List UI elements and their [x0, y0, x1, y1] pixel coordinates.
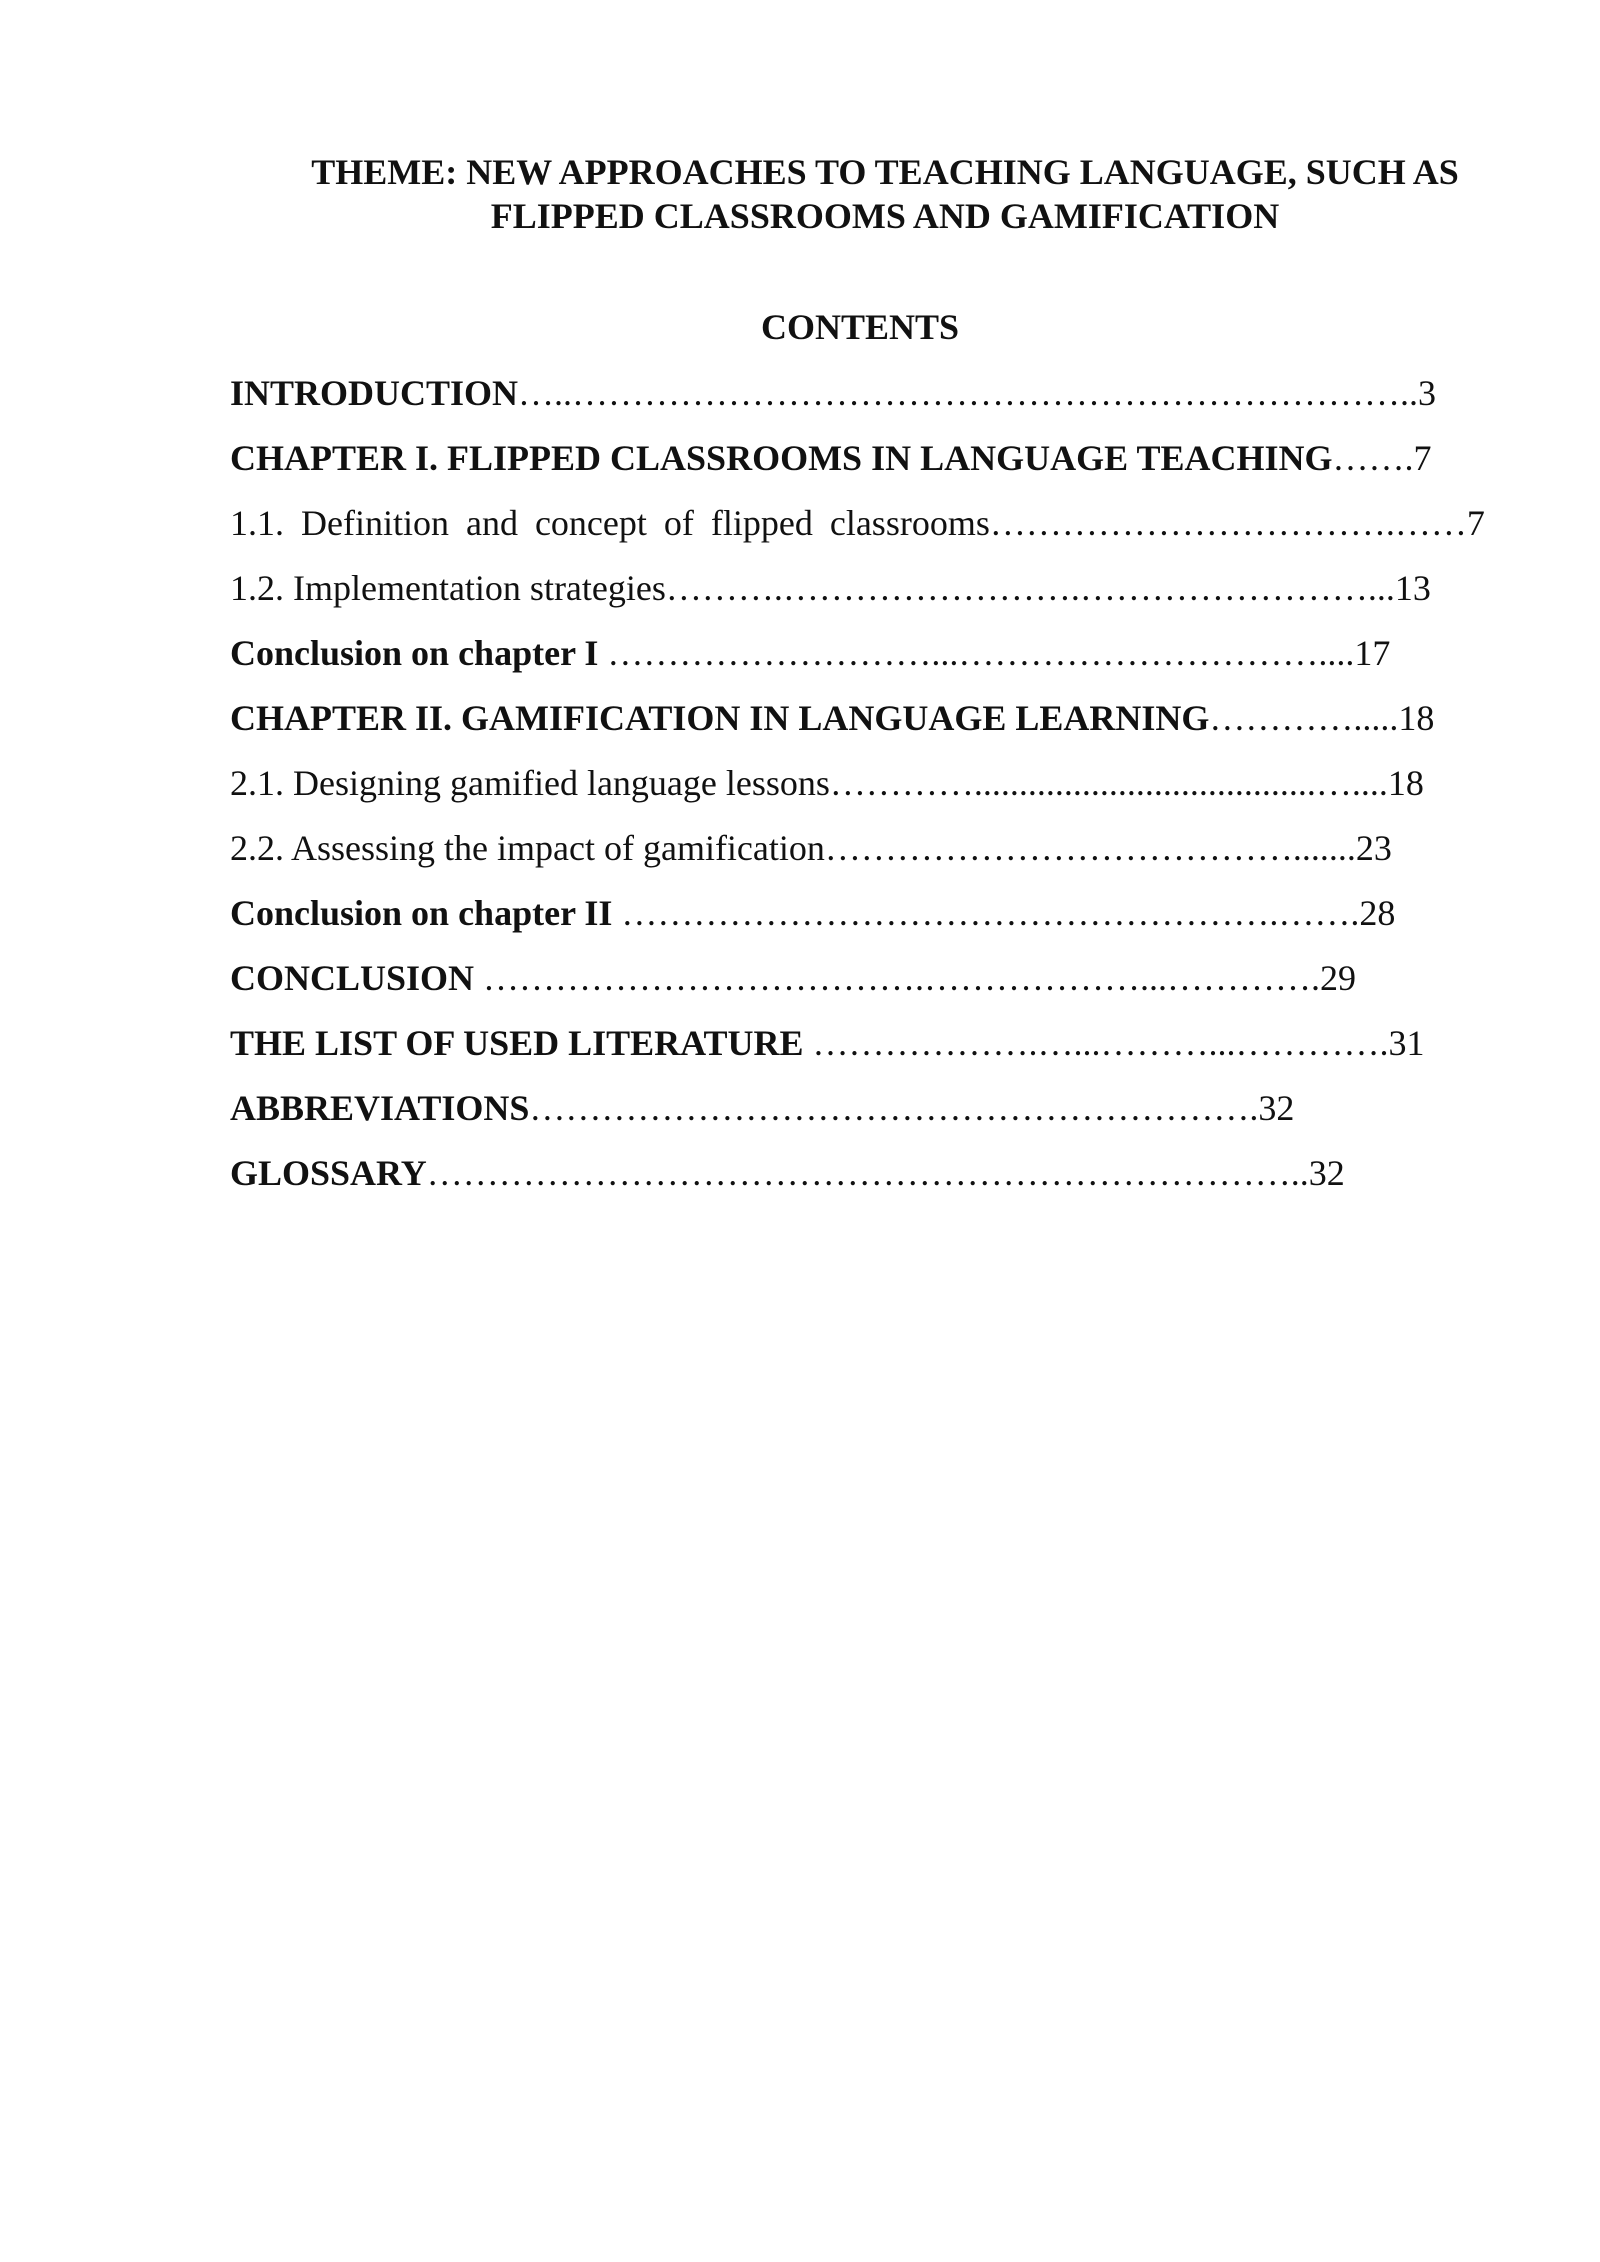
- toc-item-page: 23: [1355, 828, 1392, 868]
- toc-item-leader: …..……………………………………………………………..: [518, 373, 1419, 413]
- toc-item-leader: ………………………………………………………………..: [426, 1153, 1309, 1193]
- contents-heading: CONTENTS: [760, 307, 960, 347]
- toc-item-conclusion-chapter-1: [230, 630, 1390, 676]
- toc-item-title: INTRODUCTION: [230, 373, 519, 413]
- toc-item-page: 31: [1388, 1023, 1425, 1063]
- toc-item-page: 7: [1466, 503, 1485, 543]
- toc-item-page: 3: [1418, 373, 1437, 413]
- toc-item-introduction: [230, 370, 1436, 416]
- toc-item-page: 32: [1258, 1088, 1295, 1128]
- toc-item-title: CHAPTER I. FLIPPED CLASSROOMS IN LANGUAGE TEACHING: [230, 438, 1333, 478]
- toc-item-abbreviations: [230, 1085, 1294, 1131]
- toc-item-leader: ………….....: [1209, 698, 1399, 738]
- toc-item-page: 17: [1354, 633, 1391, 673]
- toc-item-leader: …………………………….……: [989, 503, 1467, 543]
- toc-item-leader: ……….…………………….……………………...: [665, 568, 1395, 608]
- toc-item-section-1-1: [230, 500, 1485, 546]
- toc-item-page: 13: [1394, 568, 1431, 608]
- toc-item-conclusion-chapter-2: [230, 890, 1395, 936]
- toc-item-section-2-1: [230, 760, 1424, 806]
- toc-item-title: ABBREVIATIONS: [230, 1088, 530, 1128]
- toc-item-title: 1.2. Implementation strategies: [230, 568, 666, 608]
- toc-item-title: Conclusion on chapter II: [230, 893, 613, 933]
- toc-item-section-1-2: [230, 565, 1431, 611]
- toc-item-leader: ………………………………….......: [824, 828, 1356, 868]
- toc-item-title: CHAPTER II. GAMIFICATION IN LANGUAGE LEARNING: [230, 698, 1210, 738]
- toc-item-leader: …………......................................…....: [829, 763, 1388, 803]
- toc-item-leader: ……………………………….………………...………….: [474, 958, 1321, 998]
- toc-item-title: THE LIST OF USED LITERATURE: [230, 1023, 804, 1063]
- toc-item-leader: …….: [1332, 438, 1414, 478]
- toc-item-leader: ……………….…...………...………….: [803, 1023, 1389, 1063]
- toc-item-leader: ……………………………………………….…….: [612, 893, 1360, 933]
- toc-item-conclusion: [230, 955, 1356, 1001]
- toc-item-page: 32: [1308, 1153, 1345, 1193]
- document-theme: [260, 150, 1510, 238]
- toc-item-title: 1.1. Definition and concept of flipped classrooms: [230, 503, 990, 543]
- theme-line-1: THEME: NEW APPROACHES TO TEACHING LANGUAGE, SUCH AS: [311, 152, 1459, 192]
- toc-item-title: Conclusion on chapter I: [230, 633, 599, 673]
- toc-item-chapter-1: [230, 435, 1431, 481]
- toc-item-page: 28: [1359, 893, 1396, 933]
- toc-item-section-2-2: [230, 825, 1392, 871]
- toc-item-page: 18: [1398, 698, 1435, 738]
- toc-item-title: 2.1. Designing gamified language lessons: [230, 763, 830, 803]
- toc-item-leader: …………………………………………………….: [529, 1088, 1259, 1128]
- theme-line-2: FLIPPED CLASSROOMS AND GAMIFICATION: [490, 196, 1280, 236]
- toc-item-chapter-2: [230, 695, 1434, 741]
- toc-item-page: 29: [1320, 958, 1357, 998]
- toc-item-leader: ………………………...…………………………....: [598, 633, 1355, 673]
- toc-item-glossary: [230, 1150, 1345, 1196]
- toc-item-page: 18: [1387, 763, 1424, 803]
- toc-item-used-literature: [230, 1020, 1425, 1066]
- toc-item-title: CONCLUSION: [230, 958, 475, 998]
- toc-item-title: GLOSSARY: [230, 1153, 427, 1193]
- toc-item-page: 7: [1413, 438, 1432, 478]
- toc-item-title: 2.2. Assessing the impact of gamification: [230, 828, 825, 868]
